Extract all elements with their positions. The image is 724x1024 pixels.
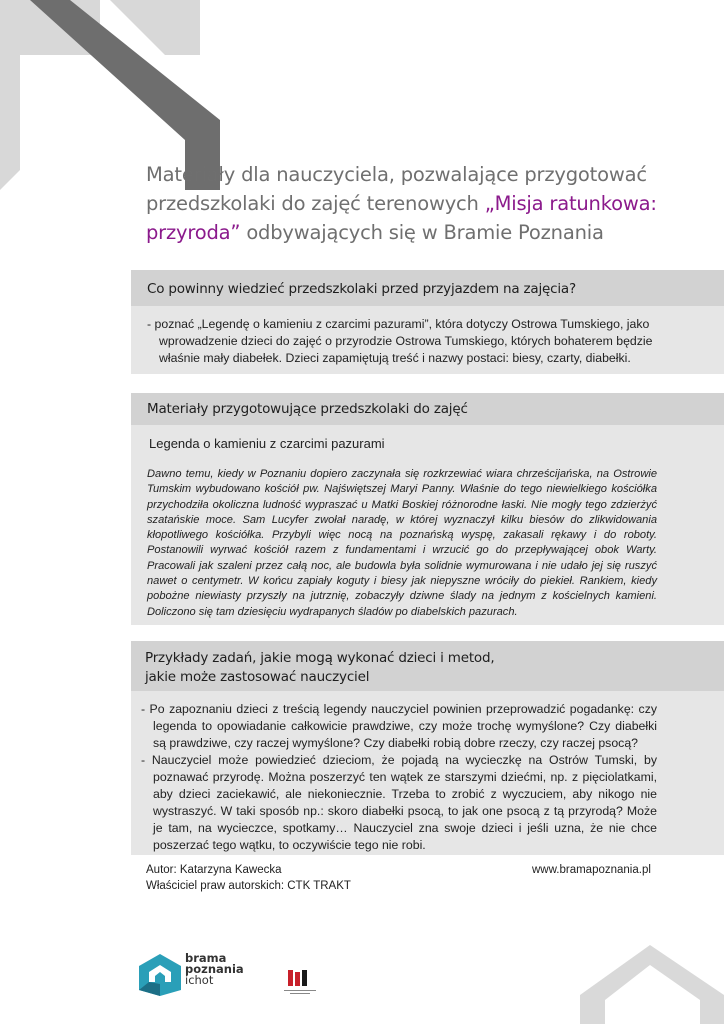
section-materials [131,393,724,625]
section-text: - poznać „Legendę o kamieniu z czarcimi pazurami”, która dotyczy Ostrowa Tumskiego, jako wprowadzenie dzieci do zajęć o przyrodzie Ostrowa Tumskiego, których bohaterem będzie właśnie mały diabełek. Dzieci zapamiętują treść i nazwy postaci: biesy, czarty, diabełki. [147,317,653,365]
logo-text: brama poznania ichot [185,951,244,987]
section-tasks [131,641,724,855]
section-heading: Co powinny wiedzieć przedszkolaki przed przyjazdem na zajęcia? [147,281,576,297]
partner-logo-icon [282,968,318,998]
author-credit: Autor: Katarzyna Kawecka [146,864,282,876]
section-heading: Przykłady zadań, jakie mogą wykonać dzieci i metod, jakie może zastosować nauczyciel [145,650,495,685]
section-text: - Po zapoznaniu dzieci z treścią legendy nauczyciel powinien przeprowadzić pogadankę: czy legenda to opowiadanie całkowicie prawdziwe, czy może trochę wymyślone? Czy diabełki są prawdziwe, czy raczej wymyślone? Czy diabełki robią dobre rzeczy, czy raczej psocą? - Nauczyciel może powiedzieć dzieciom, że pojadą na wycieczkę na Ostrów Tumski, by poznawać przyrodę. Można poszerzyć ten wątek ze starszymi dziećmi, np. z pięciolatkami, aby dzieci zaciekawić, ale niekoniecznie. Trzeba to zrobić z wyczuciem, aby nikogo nie wystraszyć. W taki sposób np.: skoro diabełki psocą, to jak one psocą z tą przyrodą? Może je tam, na wycieczce, spotkamy… Nauczyciel zna swoje dzieci i jeśli uzna, że nie chce poszerzać tego wątku, to oczywiście tego nie robi. [141,702,657,852]
section-heading: Materiały przygotowujące przedszkolaki do zajęć [147,401,468,417]
website-link[interactable]: www.bramapoznania.pl [532,864,651,876]
corner-decoration-bottom [560,935,724,1024]
legend-title: Legenda o kamieniu z czarcimi pazurami [149,436,385,451]
copyright-owner: Właściciel praw autorskich: CTK TRAKT [146,880,351,892]
page-title: Materiały dla nauczyciela, pozwalające przygotować przedszkolaki do zajęć terenowych „Misja ratunkowa: przyroda” odbywających się w Bramie Poznania [146,163,657,244]
section-prerequisites [131,270,724,374]
legend-text: Dawno temu, kiedy w Poznaniu dopiero zaczynała się rozkrzewiać wiara chrześcijańska, na Ostrowie Tumskim wybudowano kościół pw. Najświętszej Maryi Panny. Właśnie do tego niewielkiego kościółka przychodziła okoliczna ludność wypraszać u Matki Boskiej różnorodne łaski. Nie mogły tego zdzierżyć szatańskie moce. Sam Lucyfer zwołał naradę, w której wyznaczył kilku biesów do zlikwidowania kłopotliwego kościółka. Przybyli więc nocą na poznańską wyspę, zakasali rękawy i do roboty. Postanowili wyrwać kościół razem z fundamentami i wrzucić go do przepływającej obok Warty. Pracowali jak szaleni przez całą noc, ale budowla była solidnie wymurowana i nie udało jej się ruszyć nawet o centymetr. W końcu zapiały koguty i biesy jak niepyszne wróciły do piekieł. Rankiem, kiedy pobożne niewiasty przyszły na jutrznię, zobaczyły dziwne ślady na jednym z kościelnych kamieni. Doliczono się tam dziesięciu wydrapanych śladów po diabelskich pazurach. [147,468,657,618]
brama-poznania-logo-icon [137,952,183,998]
